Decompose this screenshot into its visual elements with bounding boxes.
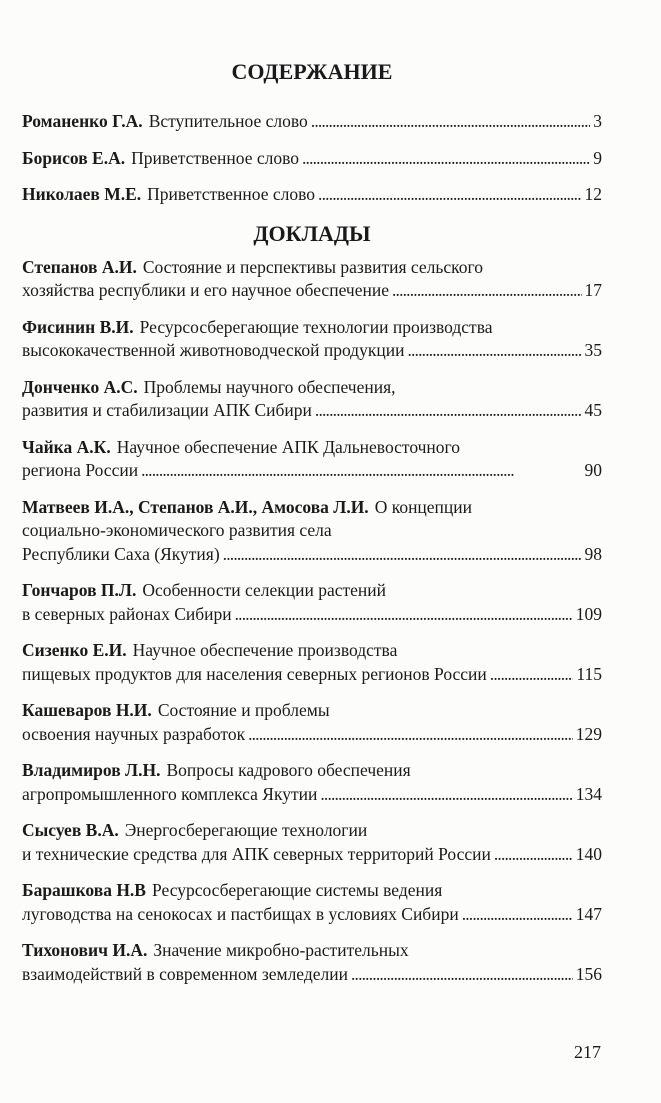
table-of-contents xyxy=(22,58,602,999)
entry-page: 156 xyxy=(575,963,602,984)
toc-entry-line xyxy=(22,963,602,987)
toc-entry-line xyxy=(22,110,602,134)
entry-title: агропромышленного комплекса Якутии xyxy=(22,783,318,804)
entry-page: 9 xyxy=(593,147,602,168)
toc-entry-line xyxy=(22,316,602,340)
toc-entry-line xyxy=(22,459,602,483)
toc-entry-line xyxy=(22,603,602,627)
entry-page: 35 xyxy=(584,340,602,360)
entry-page: 134 xyxy=(575,783,602,804)
toc-entry-line xyxy=(22,256,602,280)
toc-entry-line xyxy=(22,903,602,927)
toc-entry xyxy=(22,819,602,866)
toc-entry xyxy=(22,376,602,423)
entry-title: в северных районах Сибири xyxy=(22,603,232,624)
entry-title: хозяйства республики и его научное обеспечение xyxy=(22,280,389,300)
entry-title: Ресурсосберегающие системы ведения xyxy=(151,880,443,900)
entry-author: Тихонович И.А. xyxy=(22,940,148,960)
page-number: 217 xyxy=(574,1042,601,1062)
dot-leader xyxy=(462,903,573,927)
toc-entry xyxy=(22,436,602,483)
toc-entry-line xyxy=(22,543,602,567)
toc-entry-line xyxy=(22,399,602,423)
toc-entry-line xyxy=(22,519,602,543)
intro-section xyxy=(22,110,602,207)
entry-page: 17 xyxy=(584,280,602,300)
dot-leader xyxy=(392,279,582,303)
entry-author: Степанов А.И. xyxy=(22,256,137,277)
entry-page: 12 xyxy=(584,184,602,204)
entry-title: луговодства на сенокосах и пастбищах в условиях Сибири xyxy=(22,903,459,924)
entry-title: Состояние и перспективы развития сельского xyxy=(142,256,483,277)
toc-entry xyxy=(22,879,602,926)
toc-entry-line xyxy=(22,723,602,747)
toc-entry-line xyxy=(22,759,602,783)
entry-title: Энергосберегающие технологии xyxy=(124,820,368,840)
dot-leader xyxy=(351,963,573,987)
toc-entry-line xyxy=(22,819,602,843)
entry-page: 45 xyxy=(584,400,602,420)
dot-leader xyxy=(315,399,582,423)
toc-entry xyxy=(22,639,602,686)
dot-leader xyxy=(141,459,581,483)
entry-title: Вопросы кадрового обеспечения xyxy=(166,760,411,780)
entry-page: 140 xyxy=(575,843,602,864)
dot-leader xyxy=(302,147,590,171)
entry-title: Проблемы научного обеспечения, xyxy=(143,376,396,397)
toc-entry-line xyxy=(22,939,602,963)
toc-entry xyxy=(22,256,602,303)
entry-title: освоения научных разработок xyxy=(22,723,246,744)
entry-title: О концепции xyxy=(374,496,473,517)
toc-entry-line xyxy=(22,183,602,207)
entry-title: социально-экономического развития села xyxy=(22,520,332,540)
toc-entry-line xyxy=(22,843,602,867)
dot-leader xyxy=(318,183,581,207)
toc-entry xyxy=(22,316,602,363)
entry-page: 90 xyxy=(584,460,602,480)
toc-entry-line xyxy=(22,376,602,400)
toc-entry-line xyxy=(22,639,602,663)
toc-entry xyxy=(22,147,602,171)
entry-page: 129 xyxy=(575,723,602,744)
entry-title: Значение микробно-растительных xyxy=(153,940,409,960)
toc-entry-line xyxy=(22,339,602,363)
entry-title: взаимодействий в современном земледелии xyxy=(22,963,348,984)
dot-leader xyxy=(248,723,573,747)
entry-title: высококачественной животноводческой продукции xyxy=(22,340,405,360)
entry-author: Сысуев В.А. xyxy=(22,820,119,840)
entry-title: и технические средства для АПК северных территорий России xyxy=(22,843,491,864)
entry-author: Барашкова Н.В xyxy=(22,880,146,900)
toc-entry-line xyxy=(22,699,602,723)
dot-leader xyxy=(490,663,574,687)
reports-section xyxy=(22,256,602,987)
entry-author: Сизенко Е.И. xyxy=(22,640,127,660)
entry-title: Состояние и проблемы xyxy=(157,700,330,720)
toc-entry xyxy=(22,110,602,134)
toc-entry xyxy=(22,939,602,986)
entry-title: развития и стабилизации АПК Сибири xyxy=(22,400,312,420)
toc-entry xyxy=(22,496,602,567)
reports-title: ДОКЛАДЫ xyxy=(253,220,371,246)
dot-leader xyxy=(407,339,581,363)
toc-entry-line xyxy=(22,436,602,460)
entry-author: Николаев М.Е. xyxy=(22,184,142,204)
entry-title: Вступительное слово xyxy=(148,111,308,131)
entry-author: Владимиров Л.Н. xyxy=(22,760,161,780)
dot-leader xyxy=(320,783,572,807)
entry-title: региона России xyxy=(22,460,139,480)
toc-entry-line xyxy=(22,663,602,687)
entry-title: Ресурсосберегающие технологии производства xyxy=(139,316,493,337)
entry-title: Республики Саха (Якутия) xyxy=(22,543,220,564)
entry-title: пищевых продуктов для населения северных регионов России xyxy=(22,663,487,684)
entry-author: Чайка А.К. xyxy=(22,436,111,457)
entry-author: Матвеев И.А., Степанов А.И., Амосова Л.И. xyxy=(22,496,369,517)
toc-entry-line xyxy=(22,496,602,520)
entry-page: 115 xyxy=(576,663,602,684)
entry-title: Научное обеспечение производства xyxy=(132,640,398,660)
entry-author: Борисов Е.А. xyxy=(22,147,126,168)
entry-page: 3 xyxy=(593,111,602,131)
entry-page: 98 xyxy=(584,543,602,564)
entry-author: Фисинин В.И. xyxy=(22,316,134,337)
entry-title: Приветственное слово xyxy=(147,184,316,204)
entry-title: Приветственное слово xyxy=(131,147,299,168)
toc-entry xyxy=(22,699,602,746)
toc-entry xyxy=(22,183,602,207)
entry-author: Кашеваров Н.И. xyxy=(22,700,152,720)
dot-leader xyxy=(494,843,573,867)
contents-title: СОДЕРЖАНИЕ xyxy=(231,59,393,84)
entry-author: Донченко А.С. xyxy=(22,376,138,397)
toc-entry xyxy=(22,579,602,626)
toc-entry xyxy=(22,759,602,806)
entry-title: Особенности селекции растений xyxy=(142,580,387,600)
entry-page: 147 xyxy=(575,903,602,924)
dot-leader xyxy=(311,110,590,134)
dot-leader xyxy=(223,543,582,567)
dot-leader xyxy=(235,603,573,627)
entry-title: Научное обеспечение АПК Дальневосточного xyxy=(116,436,461,457)
entry-page: 109 xyxy=(575,603,602,624)
toc-entry-line xyxy=(22,279,602,303)
toc-entry-line xyxy=(22,879,602,903)
toc-entry-line xyxy=(22,579,602,603)
entry-author: Романенко Г.А. xyxy=(22,111,143,131)
entry-author: Гончаров П.Л. xyxy=(22,580,137,600)
toc-entry-line xyxy=(22,147,602,171)
toc-entry-line xyxy=(22,783,602,807)
